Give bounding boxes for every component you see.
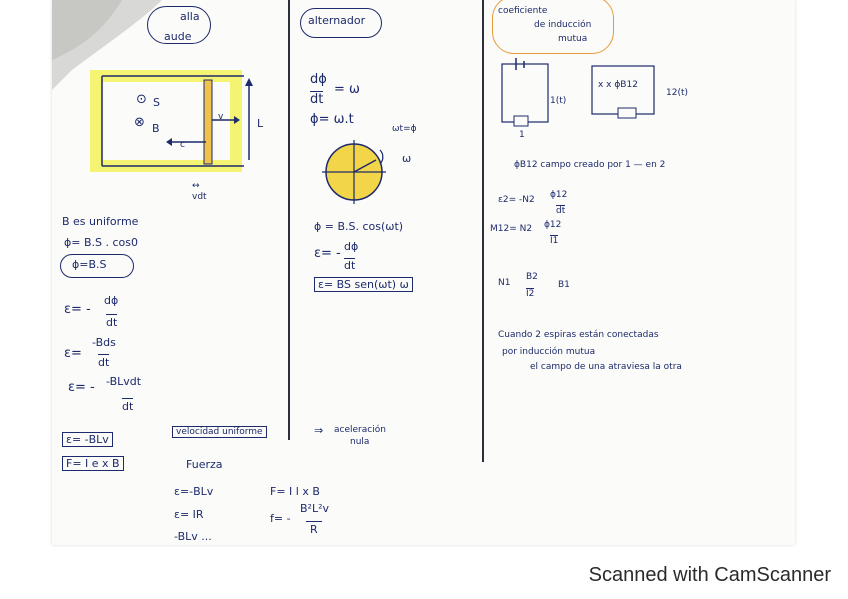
m12-lhs: M12= N2 <box>490 224 533 234</box>
wt-phi-note: ωt=ϕ <box>392 124 417 134</box>
note-line-2: por inducción mutua <box>502 347 596 357</box>
emf2-num: ϕ12 <box>550 190 568 200</box>
emf-1-den: dt <box>106 316 118 329</box>
fuerza-title: Fuerza <box>186 458 223 471</box>
rail-figure <box>94 72 244 172</box>
mutual-title-2: de inducción <box>534 20 592 30</box>
emf-2-lhs: ε= <box>64 346 82 361</box>
c-label: c <box>180 140 185 150</box>
phi-omega-t: ϕ= ω.t <box>310 112 354 127</box>
phi-cos-eq: ϕ = B.S. cos(ωt) <box>314 220 404 233</box>
emf-3-num: -BLvdt <box>106 375 142 388</box>
flux-crosses: x x ϕB12 <box>598 80 638 90</box>
emf-1-lhs: ε= - <box>64 302 91 317</box>
title-fragment-1: alla <box>180 10 200 23</box>
rotating-coil-diagram <box>324 142 404 222</box>
blv-partial-line: -BLv ... <box>174 530 212 543</box>
emf2-lhs: ε2= -N2 <box>498 195 535 205</box>
circuit-1 <box>498 60 558 130</box>
b-uniform-text: B es uniforme <box>62 215 139 228</box>
column-divider-1 <box>288 0 290 440</box>
column-divider-2 <box>482 0 484 462</box>
emf-alt-num: dϕ <box>344 240 359 253</box>
n1-rhs: B1 <box>558 280 570 290</box>
emf-alt-lhs: ε= - <box>314 246 341 261</box>
emf-alt-den: dt <box>344 259 356 272</box>
v-label: v <box>218 112 224 122</box>
force-result-num: B²L²v <box>300 502 330 515</box>
vdt-arrow: ↔ <box>192 181 200 191</box>
note-line-3: el campo de una atraviesa la otra <box>530 362 682 372</box>
emf-result-box: ε= -BLv <box>62 432 113 447</box>
emf-ir-line: ε= IR <box>174 508 204 521</box>
velocity-uniform-box: velocidad uniforme <box>172 426 267 438</box>
vdt-label: vdt <box>192 192 207 202</box>
force-result-den: R <box>306 521 322 536</box>
s-circle-dot: ⊙ <box>136 92 147 107</box>
implies-arrow: ⇒ <box>314 424 324 437</box>
m12-den: I1 <box>550 236 559 246</box>
mutual-title-3: mutua <box>558 34 588 44</box>
acceleration-line-1: aceleración <box>334 425 386 435</box>
b-circle-cross: ⊗ <box>134 115 145 130</box>
n1-lhs: N1 <box>498 278 511 288</box>
alternador-title: alternador <box>308 14 366 27</box>
s-label: S <box>153 96 160 109</box>
force-result-box: F= I e x B <box>62 456 124 471</box>
title-fragment-2: aude <box>164 30 192 43</box>
current-1-label: 1(t) <box>550 96 567 106</box>
emf-1-num: dϕ <box>104 294 119 307</box>
phi-boxed: ϕ=B.S <box>72 258 107 271</box>
b-label: B <box>152 122 160 135</box>
circuit-2 <box>588 62 658 122</box>
dphi-num: dϕ <box>310 72 327 87</box>
note-line-1: Cuando 2 espiras están conectadas <box>498 330 659 340</box>
flux-definition: ϕB12 campo creado por 1 — en 2 <box>514 160 666 170</box>
emf-2-num: -Bds <box>92 336 116 349</box>
current-2-label: 12(t) <box>666 88 689 98</box>
phi-equation: ϕ= B.S . cos0 <box>64 236 138 249</box>
n1-den: I2 <box>526 289 535 299</box>
dphi-den: dt <box>310 92 324 107</box>
omega-label: ω <box>402 152 412 165</box>
emf-3-den: dt <box>122 400 134 413</box>
l-label: L <box>257 117 264 130</box>
emf-2-den: dt <box>98 356 110 369</box>
force-cross-line: F= I l x B <box>270 485 320 498</box>
force-result-lhs: f= - <box>270 512 291 525</box>
emf-3-lhs: ε= - <box>68 380 95 395</box>
m12-num: ϕ12 <box>544 220 562 230</box>
acceleration-line-2: nula <box>350 437 370 447</box>
n1-num: B2 <box>526 272 538 282</box>
mutual-title-1: coeficiente <box>498 6 548 16</box>
emf-alt-result: ε= BS sen(ωt) ω <box>314 277 413 292</box>
scanner-watermark: Scanned with CamScanner <box>588 564 831 586</box>
emf2-den: dt <box>556 206 566 216</box>
dphi-rhs: = ω <box>334 82 360 97</box>
circuit-1-number: 1 <box>519 130 525 140</box>
scanned-page <box>52 0 795 545</box>
emf-blv-line: ε=-BLv <box>174 485 214 498</box>
